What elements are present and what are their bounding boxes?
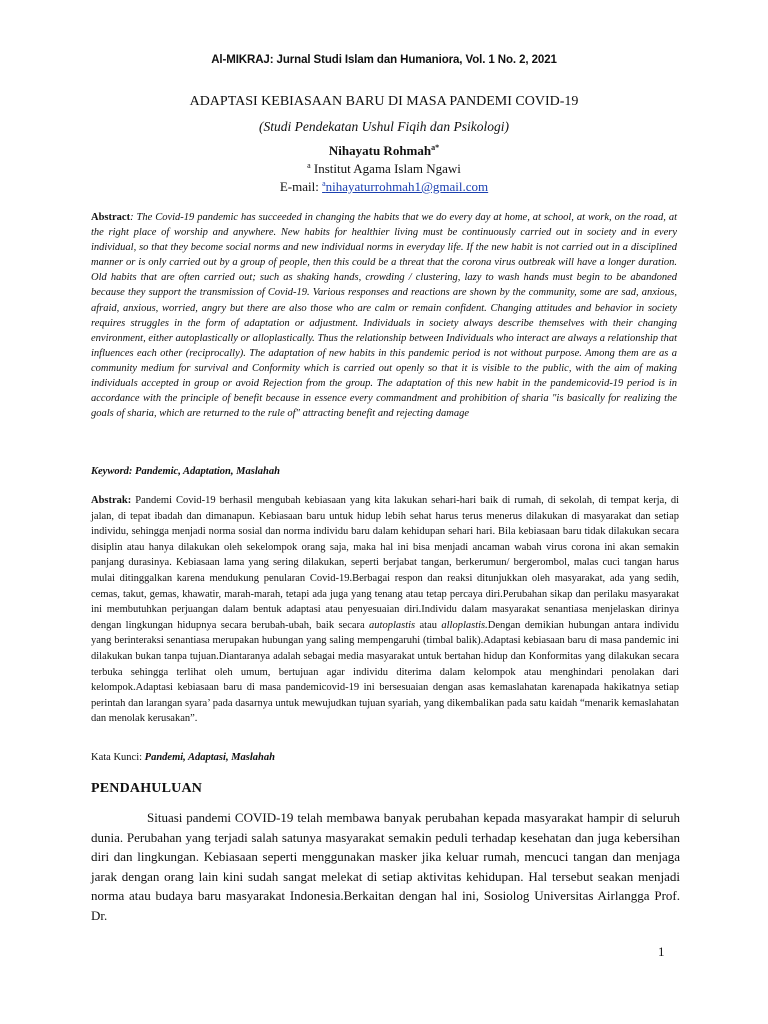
page-number: 1 xyxy=(658,944,665,959)
kata-kunci-value: Pandemi, Adaptasi, Maslahah xyxy=(144,752,275,763)
abstract-en-label: Abstract xyxy=(91,212,131,223)
kata-kunci-label: Kata Kunci: xyxy=(91,752,145,763)
email-address: nihayaturrohmah1@gmail.com xyxy=(325,179,489,194)
article-title: ADAPTASI KEBIASAAN BARU DI MASA PANDEMI COVID-19 xyxy=(189,94,579,109)
abstract-id-label: Abstrak: xyxy=(91,495,132,506)
email-line xyxy=(0,179,768,195)
author-name-text: Nihayatu Rohmah xyxy=(328,143,432,158)
running-head: Al-MIKRAJ: Jurnal Studi Islam dan Humaniora, Vol. 1 No. 2, 2021 xyxy=(211,54,557,66)
email-label: E-mail: xyxy=(279,179,323,194)
article-subtitle: (Studi Pendekatan Ushul Fiqih dan Psikologi) xyxy=(258,119,510,134)
keywords-indonesian xyxy=(91,752,679,763)
email-mark: a xyxy=(322,179,326,188)
email-link[interactable] xyxy=(322,179,488,194)
body-paragraph: Situasi pandemi COVID-19 telah membawa banyak perubahan kepada masyarakat hampir di seluruh dunia. Perubahan yang terjadi salah satunya masyarakat semakin peduli terhadap kesehatan dan juga kebersihan diri dan lingkungan. Kebiasaan seperti menggunakan masker jika keluar rumah, mencuci tangan dan menjaga jarak dengan orang lain kini sudah sangat melekat di setiap aktivitas kehidupan. Hal tersebut seakan menjadi norma atau budaya baru masyarakat Indonesia.Berkaitan dengan hal ini, Sosiolog Universitas Airlangga Prof. Dr. xyxy=(91,810,680,923)
abstract-id-italic-1: autoplastis xyxy=(369,619,416,631)
abstract-indonesian xyxy=(91,493,679,727)
keywords-english: Keyword: Pandemic, Adaptation, Maslahah xyxy=(91,466,280,477)
abstract-id-text-1: Pandemi Covid-19 berhasil mengubah kebiasaan yang kita lakukan sehari-hari baik di rumah, di sekolah, di tempat kerja, di jalan, di tepat ibadah dan dimanapun. Kebiasaan baru untuk hidup lebih sehat harus terus menerus dilakukan di masyarakat dan setiap individu, sehingga menjadi norma sosial dan norma individu baru dalam kehidupan sehari hari. Bila kebiasaan baru tidak dilakukan secara disiplin atau hanya dilakukan oleh sekelompok orang saja, maka hal ini bisa menjadi ancaman wabah virus corona ini akan semakin panjang durasinya. Kebiasaan lama yang sering dilakukan, seperti berjabat tangan, berkerumun/ bergerombol, malas cuci tangan harus mulai ditinggalkan karena mendukung penularan Covid-19.Berbagai respon dan reaksi ditunjukkan oleh masyarakat, ada yang sedih, cemas, takut, gemas, khawatir, marah-marah, tetapi ada juga yang tenang atau tetap percaya diri.Perubahan sikap dan perilaku masyarakat ini membutuhkan perjuangan dalam bentuk adaptasi atau penyesuaian diri.Individu dalam masyarakat senantiasa menjelaskan dirinya dengan lingkungan hidupnya secara berubah-ubah, baik secara xyxy=(91,495,679,631)
author-name xyxy=(0,143,768,159)
affiliation-mark: a xyxy=(307,161,311,170)
abstract-english xyxy=(91,210,677,421)
abstract-en-text: : The Covid-19 pandemic has succeeded in changing the habits that we do every day at home, at school, at work, on the road, at the right place of worship and anywhere. New habits for healthier living must be continuously carried out in society and in every individual, so that they become social norms and new individual norms in everyday life. If the new habit is not carried out in a disciplined manner or is only carried out by a group of people, then this could be a threat that the corona virus outbreak will have a longer duration. Old habits that are often carried out; such as shaking hands, crowding / clustering, lazy to wash hands must begin to be abandoned because they support the transmission of Covid-19. Various responses and reactions are shown by the community, some are sad, anxious, afraid, anxious, worried, angry but there are also those who are calm or remain confident. Changing attitudes and behavior in society requires struggles in the form of adaptation or adjustment. Individuals in society always describe themselves with their changing environment, either autoplastically or alloplastically. Thus the relationship between Individuals who interact are always a relationship that influences each other (reciprocally). The adaptation of new habits in this pandemic period is not without purpose. Among them are as a community medium for survival and Conformity which is carried out openly so that it is visible to the public, with the aim of making individuals accepted in group or avoid Rejection from the group. The adaptation of this new habit in the pandemicovid-19 period is in accordance with the principle of benefit because in essence every commandment and prohibition of sharia "is basically for realizing the goals of sharia, which are returned to the rule of" attracting benefit and rejecting damage xyxy=(91,212,677,420)
affiliation-text: Institut Agama Islam Ngawi xyxy=(313,161,461,176)
affiliation xyxy=(0,161,768,177)
abstract-id-italic-2: alloplastis. xyxy=(441,619,488,631)
author-mark: a* xyxy=(431,143,440,152)
section-heading: PENDAHULUAN xyxy=(91,781,203,796)
abstract-id-text-2: atau xyxy=(415,619,442,631)
abstract-id-text-3: Dengan demikian hubungan antara individu yang berinteraksi senantiasa merupakan hubungan yang saling mempengaruhi (timbal balik).Adaptasi kebiasaan baru di masa pandemic ini dilakukan bukan tanpa tujuan.Diantaranya adalah sebagai media masyarakat untuk bertahan hidup dan Konformitas yang dilakukan secara terbuka sehingga terlihat oleh umum, bertujuan agar individu diterima dalam kelompok atau menghindari penolakan dari kelompok.Adaptasi kebiasaan baru di masa pandemicovid-19 ini bersesuaian dengan asas kemaslahatan karenapada hakikatnya setiap perintah dan larangan syara’ pada dasarnya untuk mewujudkan tujuan syariah, yang dikembalikan pada satu kaidah “menarik kemaslahatan dan menolak kerusakan”. xyxy=(91,619,679,725)
